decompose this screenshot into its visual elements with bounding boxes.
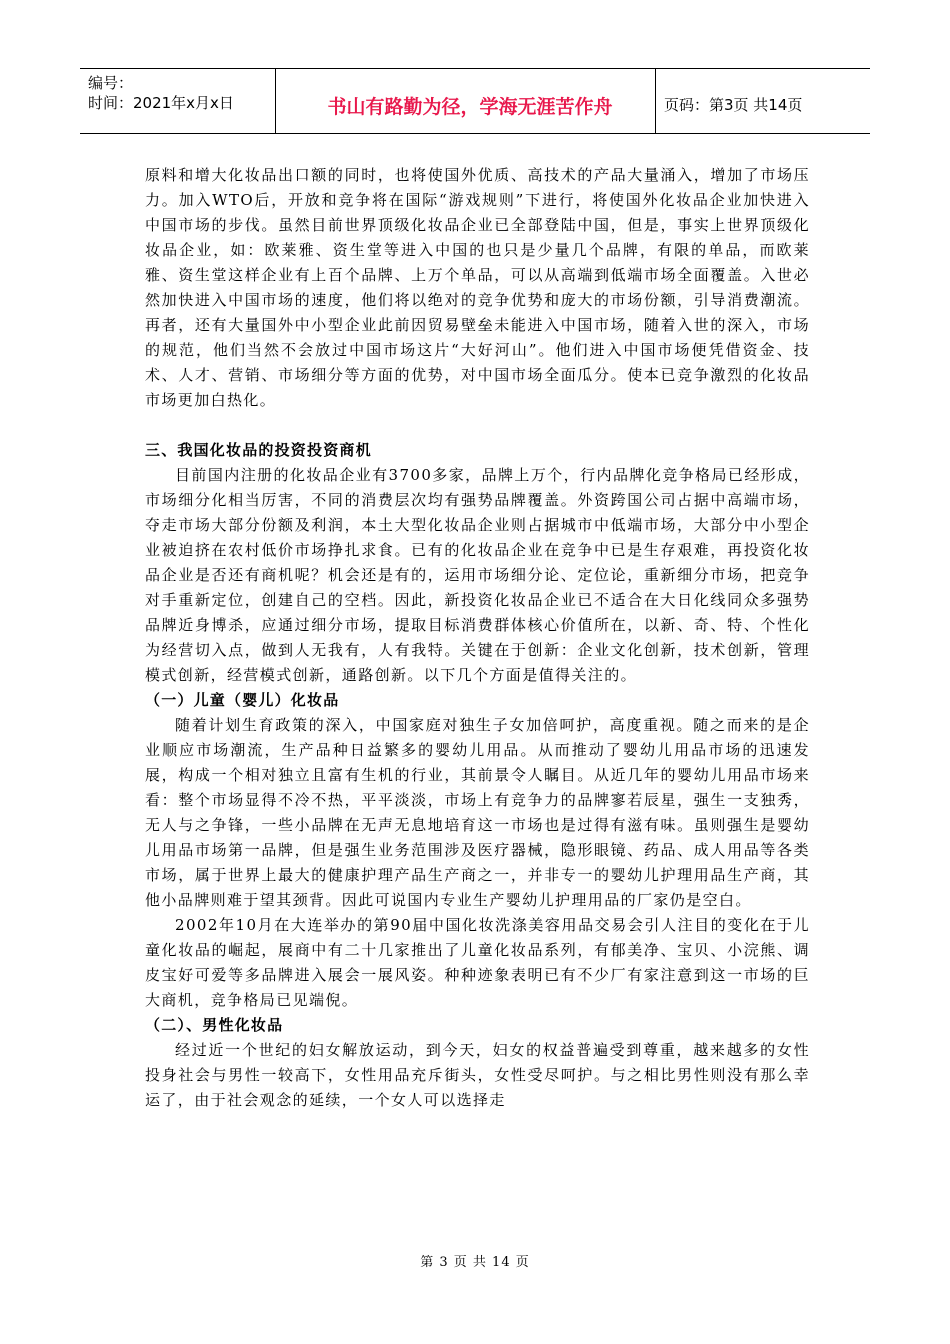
header-motto: 书山有路勤为径，学海无涯苦作舟 <box>327 96 613 118</box>
subsection-heading: （一）儿童（婴儿）化妆品 <box>145 691 340 709</box>
header-divider-left <box>275 68 276 133</box>
paragraph: 原料和增大化妆品出口额的同时，也将使国外优质、高技术的产品大量涌入，增加了市场压力。加入WTO后，开放和竞争将在国际“游戏规则”下进行，将使国外化妆品企业加快进入中国市场的步伐。虽然目前世界顶级化妆品企业已全部登陆中国，但是，事实上世界顶级化妆品企业，如：欧莱雅、资生堂等进入中国的也只是少量几个品牌，有限的单品，而欧莱雅、资生堂这样企业有上百个品牌、上万个单品，可以从高端到低端市场全面覆盖。入世必然加快进入中国市场的速度，他们将以绝对的竞争优势和庞大的市场份额，引导消费潮流。再者，还有大量国外中小型企业此前因贸易壁垒未能进入中国市场，随着入世的深入，市场的规范，他们当然不会放过中国市场这片“大好河山”。他们进入中国市场便凭借资金、技术、人才、营销、市场细分等方面的优势，对中国市场全面瓜分。使本已竞争激烈的化妆品市场更加白热化。 <box>145 166 810 409</box>
header-time-label: 时间：2021年x月x日 <box>88 94 234 112</box>
paragraph: 2002年10月在大连举办的第90届中国化妆洗涤美容用品交易会引人注目的变化在于儿童化妆品的崛起，展商中有二十几家推出了儿童化妆品系列，有郁美净、宝贝、小浣熊、调皮宝好可爱等多品牌进入展会一展风姿。种种迹象表明已有不少厂有家注意到这一市场的巨大商机，竞争格局已见端倪。 <box>145 916 810 1009</box>
header-page-label: 页码：第3页 共14页 <box>664 96 803 114</box>
paragraph: 目前国内注册的化妆品企业有3700多家，品牌上万个，行内品牌化竞争格局已经形成，市场细分化相当厉害，不同的消费层次均有强势品牌覆盖。外资跨国公司占据中高端市场，夺走市场大部分份额及利润，本土大型化妆品企业则占据城市中低端市场，大部分中小型企业被迫挤在农村低价市场挣扎求食。已有的化妆品企业在竞争中已是生存艰难，再投资化妆品企业是否还有商机呢？机会还是有的，运用市场细分论、定位论，重新细分市场，把竞争对手重新定位，创建自己的空档。因此，新投资化妆品企业已不适合在大日化线同众多强势品牌近身博杀，应通过细分市场，提取目标消费群体核心价值所在，以新、奇、特、个性化为经营切入点，做到人无我有，人有我特。关键在于创新：企业文化创新，技术创新，管理模式创新，经营模式创新，通路创新。以下几个方面是值得关注的。 <box>145 466 810 684</box>
paragraph: 随着计划生育政策的深入，中国家庭对独生子女加倍呵护，高度重视。随之而来的是企业顺应市场潮流，生产品种日益繁多的婴幼儿用品。从而推动了婴幼儿用品市场的迅速发展，构成一个相对独立且富有生机的行业，其前景令人瞩目。从近几年的婴幼儿用品市场来看：整个市场显得不冷不热，平平淡淡，市场上有竞争力的品牌寥若辰星，强生一支独秀，无人与之争锋，一些小品牌在无声无息地培育这一市场也是过得有滋有味。虽则强生是婴幼儿用品市场第一品牌，但是强生业务范围涉及医疗器械，隐形眼镜、药品、成人用品等各类市场，属于世界上最大的健康护理产品生产商之一，并非专一的婴幼儿护理用品生产商，其他小品牌则难于望其颈背。因此可说国内专业生产婴幼儿护理用品的厂家仍是空白。 <box>145 716 810 909</box>
paragraph: 经过近一个世纪的妇女解放运动，到今天，妇女的权益普遍受到尊重，越来越多的女性投身社会与男性一较高下，女性用品充斥街头，女性受尽呵护。与之相比男性则没有那么幸运了，由于社会观念的延续，一个女人可以选择走 <box>145 1041 810 1109</box>
header-top-rule <box>80 68 870 69</box>
document-body <box>145 163 810 1113</box>
header-divider-right <box>655 68 656 133</box>
subsection-heading: （二）、男性化妆品 <box>145 1016 284 1034</box>
section-heading: 三、我国化妆品的投资投资商机 <box>145 441 372 459</box>
page-footer: 第 3 页 共 14 页 <box>420 1255 530 1270</box>
header-bottom-rule <box>80 133 870 134</box>
header-code-label: 编号： <box>88 74 134 92</box>
